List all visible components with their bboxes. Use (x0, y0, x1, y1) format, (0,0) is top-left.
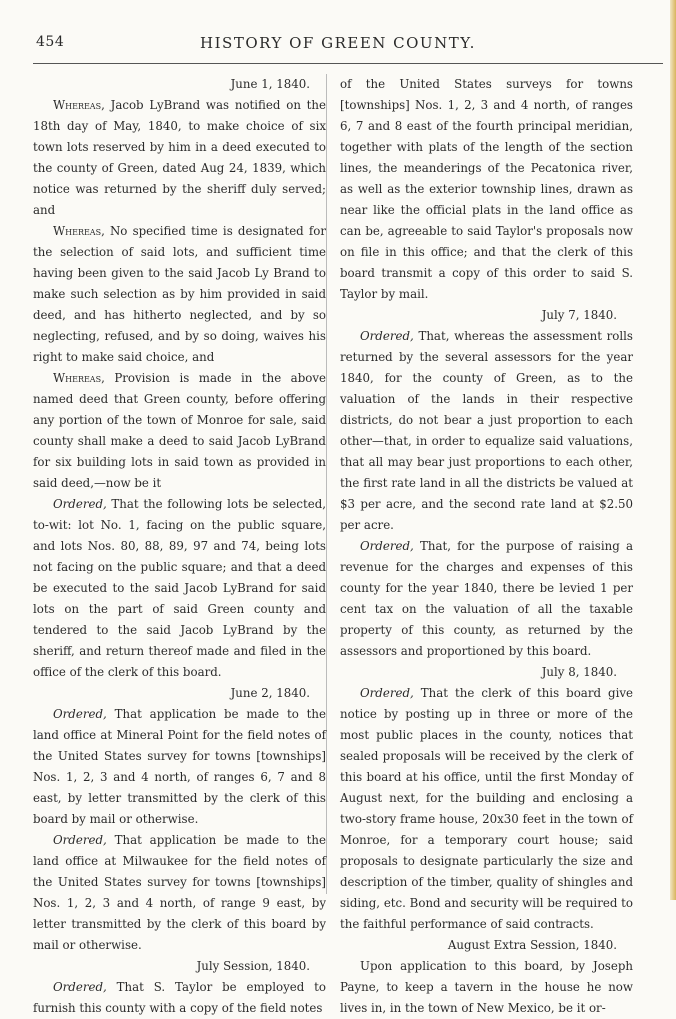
dateline: July 7, 1840. (541, 308, 617, 322)
paragraph-text: That application be made to the land office at Milwaukee for the field notes of the United States survey for towns [townships] Nos. 1, 2, 3 and 4 north, of range 9 east, by letter transmitted by the clerk of this board by mail or otherwise. (33, 833, 326, 952)
ordered-lead: Ordered, (53, 980, 107, 994)
dateline: August Extra Session, 1840. (447, 938, 617, 952)
running-title: HISTORY OF GREEN COUNTY. (200, 34, 476, 52)
page-header (0, 34, 676, 58)
paragraph-text: That, for the purpose of raising a revenue for the charges and expenses of this county for the year 1840, there be levied 1 per cent tax on the valuation of all the taxable property of this county, as returned by the assessors and proportioned by this board. (340, 539, 633, 658)
right-column (340, 74, 633, 1019)
paragraph (33, 221, 326, 368)
whereas-lead: Whereas, (53, 98, 105, 112)
paragraph-text: That application be made to the land office at Mineral Point for the field notes of the United States survey for towns [townships] Nos. 1, 2, 3 and 4 north, of ranges 6, 7 and 8 east, by letter transmitted by the clerk of this board by mail or otherwise. (33, 707, 326, 826)
page-edge (670, 0, 676, 900)
paragraph-text: Provision is made in the above named deed that Green county, before offering any portion of the town of Monroe for sale, said county shall make a deed to said Jacob LyBrand for six building lots in said town as provided in said deed,—now be it (33, 371, 326, 490)
dateline: June 1, 1840. (230, 77, 310, 91)
dateline: July 8, 1840. (541, 665, 617, 679)
paragraph-text: That the clerk of this board give notice by posting up in three or more of the most public places in the county, notices that sealed proposals will be received by the clerk of this board at his office, until the first Monday of August next, for the building and enclosing a two-story frame house, 20x30 feet in the town of Monroe, for a temporary court house; said proposals to designate particularly the size and description of the timber, quality of shingles and siding, etc. Bond and security will be required to the faithful performance of said contracts. (340, 686, 633, 931)
paragraph (33, 977, 326, 1019)
paragraph-text: Jacob LyBrand was notified on the 18th day of May, 1840, to make choice of six town lots reserved by him in a deed executed to the county of Green, dated Aug 24, 1839, which notice was returned by the sheriff duly served; and (33, 98, 326, 217)
ordered-lead: Ordered, (53, 707, 107, 721)
paragraph-text: That S. Taylor be employed to furnish this county with a copy of the field notes (33, 980, 326, 1015)
dateline: July Session, 1840. (196, 959, 310, 973)
whereas-lead: Whereas, (53, 224, 105, 238)
left-column (33, 74, 326, 1019)
paragraph-text: No specified time is designated for the selection of said lots, and sufficient time having been given to the said Jacob Ly Brand to make such selection as by him provided in said deed, and has hitherto neglected, and by so neglecting, refused, and by so doing, waives his right to make said choice, and (33, 224, 326, 364)
paragraph-continuation: of the United States surveys for towns [townships] Nos. 1, 2, 3 and 4 north, of ranges 6, 7 and 8 east of the fourth principal meridian, together with plats of the length of the section lines, the meanderings of the Pecatonica river, as well as the exterior township lines, drawn as near like the official plats in the land office as can be, agreeable to said Taylor's proposals now on file in this office; and that the clerk of this board transmit a copy of this order to said S. Taylor by mail. (340, 77, 633, 301)
dateline: June 2, 1840. (230, 686, 310, 700)
paragraph (33, 95, 326, 221)
paragraph-text: That the following lots be selected, to-wit: lot No. 1, facing on the public square, and lots Nos. 80, 88, 89, 97 and 74, being lots not facing on the public square; and that a deed be executed to the said Jacob LyBrand for said lots on the part of said Green county and tendered to the said Jacob LyBrand by the sheriff, and return thereof made and filed in the office of the clerk of this board. (33, 497, 326, 679)
paragraph: Upon application to this board, by Joseph Payne, to keep a tavern in the house he now lives in, in the town of New Mexico, be it or- (340, 959, 633, 1015)
paragraph (340, 536, 633, 662)
page-number: 454 (36, 34, 65, 50)
paragraph (33, 368, 326, 494)
paragraph (33, 494, 326, 683)
paragraph (33, 830, 326, 956)
paragraph-text: That, whereas the assessment rolls returned by the several assessors for the year 1840, for the county of Green, as to the valuation of the lands in their respective districts, do not bear a just proportion to each other—that, in order to equalize said valuations, that all may bear just proportions to each other, the first rate land in all the districts be valued at $3 per acre, and the second rate land at $2.50 per acre. (340, 329, 633, 532)
paragraph (33, 704, 326, 830)
ordered-lead: Ordered, (53, 497, 107, 511)
ordered-lead: Ordered, (360, 539, 414, 553)
paragraph (340, 683, 633, 935)
header-rule (33, 63, 663, 64)
paragraph (340, 326, 633, 536)
ordered-lead: Ordered, (360, 329, 414, 343)
ordered-lead: Ordered, (53, 833, 107, 847)
column-divider (326, 74, 327, 894)
ordered-lead: Ordered, (360, 686, 414, 700)
whereas-lead: Whereas, (53, 371, 105, 385)
